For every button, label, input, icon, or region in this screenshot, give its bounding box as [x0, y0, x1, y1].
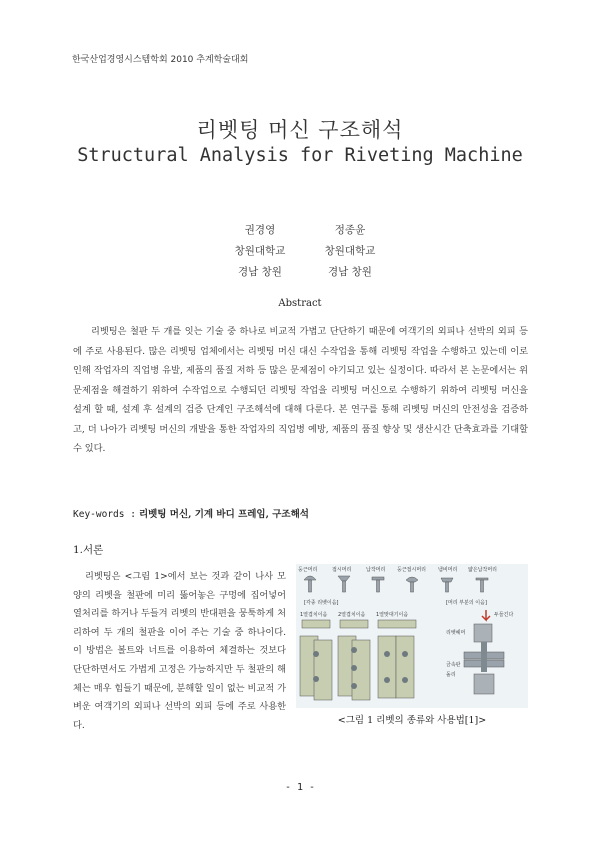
label-hammer-strike: 두들긴다: [494, 612, 514, 618]
author-affiliation: 창원대학교: [234, 245, 286, 257]
author-1: [215, 220, 305, 283]
rivet-type-label: 둥근머리: [298, 567, 318, 573]
abstract-body: [73, 322, 528, 459]
rivet-type-label: 접시머리: [332, 567, 352, 573]
title-korean: 리벳팅 머신 구조해석: [196, 118, 404, 142]
abstract-paragraph: 리벳팅은 철판 두 개를 잇는 기술 중 하나로 비교적 가볍고 단단하기 때문에 여객기의 외피나 선박의 외피 등에 주로 사용된다. 많은 리벳팅 업체에서는 리벳팅 머신 대신 수작업을 통해 리벳팅 작업을 수행하고 있는데 이로 인해 작업자의 직업병 유발, 제품의 품질 저하 등 많은 문제점이 야기되고 있는 실정이다. 따라서 본 논문에서는 위 문제점을 해결하기 위하여 수작업으로 수행되던 리벳팅 작업을 리벳팅 머신으로 수행하기 위하여 리벳팅 머신을 설계 할 때, 설계 후 설계의 검증 단계인 구조해석에 대해 다룬다. 본 연구를 통해 리벳팅 머신의 안전성을 검증하고, 더 나아가 리벳팅 머신의 개발을 통한 작업자의 직업병 예방, 제품의 품질 향상 및 생산시간 단축효과를 기대할 수 있다.: [73, 326, 528, 454]
author-affiliation: 창원대학교: [324, 245, 376, 257]
rivet-type-label: 얇은납작머리: [468, 567, 497, 573]
joint-label: 1열겹치이음: [300, 612, 328, 618]
abstract-heading: Abstract: [278, 298, 322, 309]
author-location: 경남 창원: [328, 266, 372, 278]
introduction-body: [73, 568, 286, 735]
page-number: - 1 -: [284, 782, 316, 793]
section-heading-introduction: 1.서론: [73, 544, 104, 556]
keywords-line: [73, 506, 309, 520]
title-english: Structural Analysis for Riveting Machine: [77, 145, 523, 166]
sub-label-head: [머리 부분의 이음]: [446, 600, 487, 606]
conference-header: 한국산업경영시스템학회 2010 추계학술대회: [72, 55, 249, 65]
joint-drawings: [300, 611, 416, 700]
joint-label: 2열겹치이음: [338, 612, 366, 618]
rivet-type-label: 납작머리: [366, 567, 386, 573]
author-location: 경남 창원: [238, 266, 282, 278]
introduction-paragraph: 리벳팅은 <그림 1>에서 보는 것과 같이 나사 모양의 리벳을 철판에 미리 뚫어놓은 구멍에 집어넣어 열처리를 하거나 두들겨 리벳의 반대편을 뭉툭하게 처리하여 두 개의 철판을 이어 주는 기술 중 하나이다. 이 방법은 볼트와 너트를 이용하여 체결하는 것보다 단단하면서도 가볍게 고정은 가능하지만 두 철판의 해체는 매우 힘들기 때문에, 분해할 일이 없는 비교적 가벼운 여객기의 외피나 선박의 외피 등에 주로 사용한다.: [73, 571, 286, 731]
author-2: [305, 220, 395, 283]
author-name: 정종윤: [334, 224, 366, 236]
sub-label-types: [각종 리벳이음]: [304, 600, 339, 606]
keywords-values: 리벳팅 머신, 기계 바디 프레임, 구조해석: [138, 509, 309, 520]
rivet-type-label: 냄비머리: [438, 567, 458, 573]
label-dolly: 돌리: [446, 672, 456, 678]
rivet-figure: [296, 564, 528, 708]
figure-caption: <그림 1 리벳의 종류와 사용법[1]>: [337, 715, 487, 726]
keywords-label: Key-words :: [73, 509, 136, 520]
label-rivet-hammer: 리벳헤머: [446, 630, 466, 636]
author-name: 권경영: [244, 224, 276, 236]
label-metal-plate: 금속판: [446, 662, 461, 668]
rivet-type-label: 둥근접시머리: [397, 567, 426, 573]
joint-label: 1열맞대기이음: [376, 612, 409, 618]
